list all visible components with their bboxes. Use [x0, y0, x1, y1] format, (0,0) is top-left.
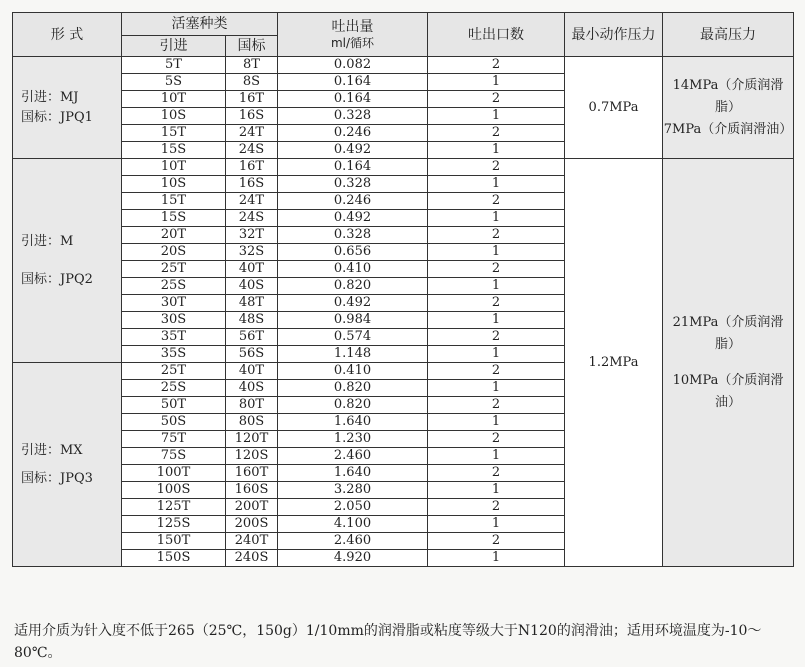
national-cell: 8T	[226, 57, 278, 74]
national-cell: 16S	[226, 108, 278, 125]
national-cell: 240T	[226, 533, 278, 550]
intro-cell: 100T	[122, 465, 226, 482]
intro-cell: 35S	[122, 346, 226, 363]
output-cell: 0.492	[278, 142, 428, 159]
min-pressure-cell: 1.2MPa	[565, 159, 663, 567]
output-cell: 0.246	[278, 193, 428, 210]
national-cell: 200S	[226, 516, 278, 533]
form-header: 形 式	[13, 13, 122, 57]
output-cell: 0.656	[278, 244, 428, 261]
national-cell: 24T	[226, 193, 278, 210]
intro-cell: 25T	[122, 363, 226, 380]
outlets-cell: 2	[428, 295, 565, 312]
national-cell: 48T	[226, 295, 278, 312]
intro-cell: 100S	[122, 482, 226, 499]
output-cell: 0.246	[278, 125, 428, 142]
intro-cell: 15T	[122, 193, 226, 210]
output-cell: 0.820	[278, 397, 428, 414]
output-cell: 4.100	[278, 516, 428, 533]
intro-cell: 75S	[122, 448, 226, 465]
min-pressure-cell: 0.7MPa	[565, 57, 663, 159]
outlets-cell: 2	[428, 57, 565, 74]
output-cell: 0.984	[278, 312, 428, 329]
group-name-cell	[13, 363, 122, 567]
intro-cell: 50T	[122, 397, 226, 414]
national-cell: 16T	[226, 159, 278, 176]
intro-cell: 25S	[122, 278, 226, 295]
output-cell: 0.164	[278, 91, 428, 108]
footnote: 适用介质为针入度不低于265（25℃，150g）1/10mm的润滑脂或粘度等级大于N120的润滑油；适用环境温度为-10～80℃。	[14, 623, 762, 661]
outlets-cell: 1	[428, 210, 565, 227]
plunger-type-header: 活塞种类	[122, 13, 278, 36]
national-cell: 24T	[226, 125, 278, 142]
output-cell: 0.492	[278, 210, 428, 227]
outlets-cell: 1	[428, 278, 565, 295]
group-name-national: 国标：JPQ1	[21, 109, 93, 125]
intro-cell: 150S	[122, 550, 226, 567]
intro-cell: 10T	[122, 159, 226, 176]
intro-cell: 20S	[122, 244, 226, 261]
national-cell: 160T	[226, 465, 278, 482]
intro-cell: 15S	[122, 210, 226, 227]
output-cell: 0.820	[278, 380, 428, 397]
intro-cell: 25S	[122, 380, 226, 397]
outlets-cell: 2	[428, 261, 565, 278]
max-pressure-grease: 14MPa（介质润滑脂）	[672, 77, 784, 115]
intro-header: 引进	[122, 36, 226, 57]
outlets-cell: 1	[428, 312, 565, 329]
national-cell: 32S	[226, 244, 278, 261]
outlets-cell: 2	[428, 431, 565, 448]
intro-cell: 150T	[122, 533, 226, 550]
max-pressure-grease: 21MPa（介质润滑脂）	[672, 314, 784, 352]
outlets-cell: 1	[428, 108, 565, 125]
table-row	[13, 159, 794, 176]
national-cell: 160S	[226, 482, 278, 499]
outlets-cell: 2	[428, 397, 565, 414]
output-cell: 4.920	[278, 550, 428, 567]
intro-cell: 125T	[122, 499, 226, 516]
output-cell: 0.328	[278, 176, 428, 193]
output-cell: 0.328	[278, 227, 428, 244]
output-cell: 0.410	[278, 363, 428, 380]
output-cell: 1.230	[278, 431, 428, 448]
national-cell: 80T	[226, 397, 278, 414]
outlets-cell: 1	[428, 176, 565, 193]
national-cell: 32T	[226, 227, 278, 244]
group-name-cell	[13, 159, 122, 363]
output-cell: 1.640	[278, 465, 428, 482]
national-cell: 40T	[226, 261, 278, 278]
output-cell: 3.280	[278, 482, 428, 499]
intro-cell: 25T	[122, 261, 226, 278]
group-name-intro: 引进：MX	[21, 442, 83, 458]
national-cell: 40S	[226, 278, 278, 295]
output-cell: 1.640	[278, 414, 428, 431]
max-pressure-cell	[663, 57, 794, 159]
outlets-cell: 1	[428, 516, 565, 533]
intro-cell: 5S	[122, 74, 226, 91]
national-cell: 56S	[226, 346, 278, 363]
national-cell: 80S	[226, 414, 278, 431]
national-cell: 120S	[226, 448, 278, 465]
pump-spec-table	[12, 12, 794, 567]
group-name-national: 国标：JPQ3	[21, 470, 93, 486]
intro-cell: 15S	[122, 142, 226, 159]
intro-cell: 75T	[122, 431, 226, 448]
national-cell: 16T	[226, 91, 278, 108]
intro-cell: 10S	[122, 176, 226, 193]
national-cell: 120T	[226, 431, 278, 448]
outlets-cell: 2	[428, 159, 565, 176]
output-cell: 0.492	[278, 295, 428, 312]
outlets-cell: 1	[428, 380, 565, 397]
intro-cell: 10T	[122, 91, 226, 108]
outlets-cell: 1	[428, 244, 565, 261]
outlets-cell: 2	[428, 363, 565, 380]
outlets-cell: 2	[428, 329, 565, 346]
outlets-header: 吐出口数	[428, 13, 565, 57]
intro-cell: 10S	[122, 108, 226, 125]
intro-cell: 30S	[122, 312, 226, 329]
intro-cell: 125S	[122, 516, 226, 533]
national-header: 国标	[226, 36, 278, 57]
output-header-unit: ml/循环	[330, 35, 375, 50]
outlets-cell: 1	[428, 74, 565, 91]
outlets-cell: 2	[428, 499, 565, 516]
output-cell: 0.164	[278, 74, 428, 91]
national-cell: 48S	[226, 312, 278, 329]
outlets-cell: 2	[428, 91, 565, 108]
outlets-cell: 2	[428, 193, 565, 210]
outlets-cell: 1	[428, 550, 565, 567]
intro-cell: 20T	[122, 227, 226, 244]
intro-cell: 50S	[122, 414, 226, 431]
min-pressure-header: 最小动作压力	[565, 13, 663, 57]
outlets-cell: 1	[428, 414, 565, 431]
national-cell: 24S	[226, 210, 278, 227]
output-cell: 2.460	[278, 448, 428, 465]
national-cell: 24S	[226, 142, 278, 159]
national-cell: 240S	[226, 550, 278, 567]
output-header-title: 吐出量	[331, 18, 374, 35]
output-cell: 0.082	[278, 57, 428, 74]
group-name-cell	[13, 57, 122, 159]
intro-cell: 15T	[122, 125, 226, 142]
max-pressure-header: 最高压力	[663, 13, 794, 57]
outlets-cell: 2	[428, 465, 565, 482]
outlets-cell: 1	[428, 142, 565, 159]
output-cell: 0.574	[278, 329, 428, 346]
outlets-cell: 1	[428, 482, 565, 499]
table-row	[13, 57, 794, 74]
group-name-intro: 引进：M	[21, 233, 74, 249]
output-cell: 0.820	[278, 278, 428, 295]
header-row-1	[13, 13, 794, 36]
output-cell: 2.460	[278, 533, 428, 550]
outlets-cell: 1	[428, 448, 565, 465]
national-cell: 56T	[226, 329, 278, 346]
national-cell: 8S	[226, 74, 278, 91]
output-header	[278, 13, 428, 57]
max-pressure-oil: 7MPa（介质润滑油）	[663, 121, 793, 137]
max-pressure-oil: 10MPa（介质润滑油）	[672, 372, 784, 410]
intro-cell: 30T	[122, 295, 226, 312]
table-body	[13, 57, 794, 567]
national-cell: 40S	[226, 380, 278, 397]
output-cell: 0.410	[278, 261, 428, 278]
outlets-cell: 2	[428, 125, 565, 142]
national-cell: 16S	[226, 176, 278, 193]
group-name-national: 国标：JPQ2	[21, 271, 93, 287]
national-cell: 40T	[226, 363, 278, 380]
spec-table-container	[12, 12, 793, 567]
national-cell: 200T	[226, 499, 278, 516]
output-cell: 2.050	[278, 499, 428, 516]
outlets-cell: 2	[428, 227, 565, 244]
intro-cell: 5T	[122, 57, 226, 74]
outlets-cell: 2	[428, 533, 565, 550]
output-cell: 0.164	[278, 159, 428, 176]
max-pressure-cell	[663, 159, 794, 567]
group-name-intro: 引进：MJ	[21, 89, 79, 105]
output-cell: 0.328	[278, 108, 428, 125]
intro-cell: 35T	[122, 329, 226, 346]
outlets-cell: 1	[428, 346, 565, 363]
output-cell: 1.148	[278, 346, 428, 363]
